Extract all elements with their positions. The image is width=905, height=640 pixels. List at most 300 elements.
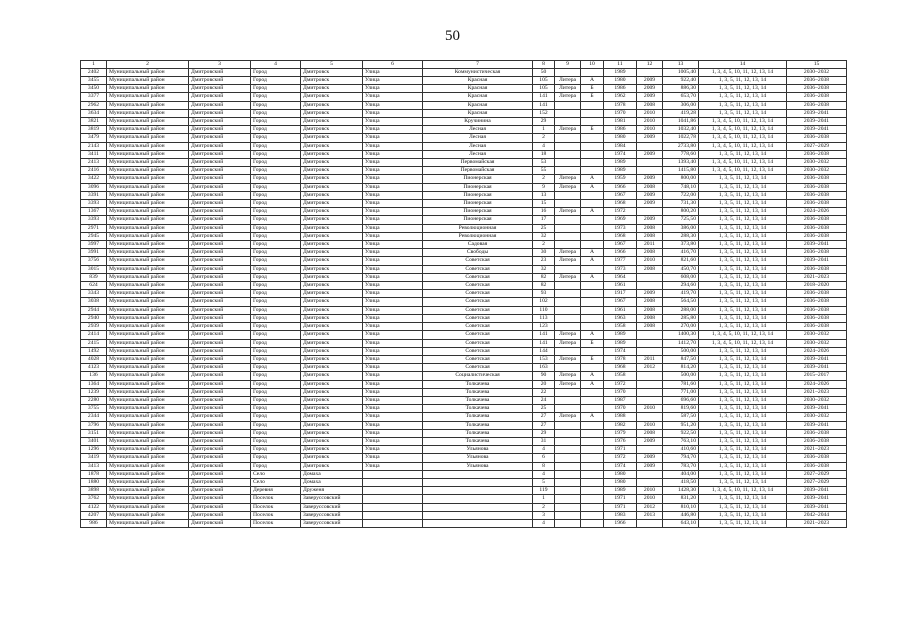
table-cell: 2030–2032 xyxy=(787,331,847,339)
table-cell: Муниципальный район xyxy=(107,339,189,347)
table-cell: 1, 3, 5, 11, 12, 13, 14 xyxy=(699,306,787,314)
table-cell: 15 xyxy=(533,200,555,208)
table-cell: Улица xyxy=(363,142,423,150)
table-cell: 1, 3, 5, 11, 12, 13, 14 xyxy=(699,191,787,199)
table-cell: 1971 xyxy=(604,446,637,454)
table-cell: 1973 xyxy=(604,265,637,273)
column-header-6: 6 xyxy=(363,61,423,69)
table-cell: 2036–2038 xyxy=(787,93,847,101)
table-cell: Литера xyxy=(555,126,581,134)
table-cell: Толкачева xyxy=(423,413,533,421)
table-cell: 2939 xyxy=(81,323,107,331)
table-cell: Улица xyxy=(363,355,423,363)
table-cell: Дмитровск xyxy=(301,68,363,76)
table-cell: А xyxy=(581,372,604,380)
table-cell: 2009 xyxy=(637,85,663,93)
table-cell: 1393,40 xyxy=(663,159,699,167)
table-cell: 1, 3, 5, 11, 12, 13, 14 xyxy=(699,372,787,380)
table-cell: Улица xyxy=(363,183,423,191)
table-cell: Город xyxy=(251,273,301,281)
table-cell: Дмитровский xyxy=(189,224,251,232)
table-cell: Город xyxy=(251,126,301,134)
table-cell xyxy=(581,216,604,224)
table-cell: 2008 xyxy=(637,306,663,314)
table-cell: 1971 xyxy=(604,503,637,511)
table-cell: 1968 xyxy=(604,200,637,208)
table-cell: Муниципальный район xyxy=(107,347,189,355)
table-cell xyxy=(581,487,604,495)
table-cell: Заверуссовский xyxy=(301,519,363,527)
table-cell: 1, 3, 5, 11, 12, 13, 14 xyxy=(699,257,787,265)
table-cell: Улица xyxy=(363,429,423,437)
table-cell: Улица xyxy=(363,323,423,331)
table-cell: Дмитровский xyxy=(189,323,251,331)
table-cell: Дмитровск xyxy=(301,446,363,454)
table-cell: Поселок xyxy=(251,519,301,527)
table-cell: Муниципальный район xyxy=(107,487,189,495)
table-cell: Муниципальный район xyxy=(107,249,189,257)
table-cell: 136 xyxy=(81,372,107,380)
table-cell: 2036–2038 xyxy=(787,290,847,298)
table-cell: 2280 xyxy=(81,396,107,404)
table-cell: Город xyxy=(251,306,301,314)
table-cell: Муниципальный район xyxy=(107,405,189,413)
table-cell xyxy=(555,68,581,76)
table-row xyxy=(81,85,847,93)
table-cell: Дмитровский xyxy=(189,167,251,175)
table-cell: 25 xyxy=(533,405,555,413)
table-cell: 2402 xyxy=(81,68,107,76)
table-cell xyxy=(581,306,604,314)
table-cell: 2008 xyxy=(637,224,663,232)
table-cell: Муниципальный район xyxy=(107,126,189,134)
table-cell: 2011 xyxy=(637,241,663,249)
table-cell xyxy=(423,470,533,478)
table-cell: Улица xyxy=(363,446,423,454)
table-cell: Улица xyxy=(363,101,423,109)
table-cell xyxy=(581,232,604,240)
table-cell: 1967 xyxy=(604,298,637,306)
table-cell: Дмитровский xyxy=(189,306,251,314)
table-cell: 2009 xyxy=(637,191,663,199)
table-cell: 1986 xyxy=(604,126,637,134)
table-row xyxy=(81,314,847,322)
table-cell: Дмитровский xyxy=(189,77,251,85)
table-cell: 2945 xyxy=(81,232,107,240)
table-cell: Дмитровск xyxy=(301,437,363,445)
table-row xyxy=(81,437,847,445)
table-cell: 3634 xyxy=(81,109,107,117)
table-cell: 2013 xyxy=(637,511,663,519)
table-row xyxy=(81,126,847,134)
table-cell: Город xyxy=(251,355,301,363)
table-cell xyxy=(581,478,604,486)
table-cell: 1959 xyxy=(604,175,637,183)
table-row xyxy=(81,257,847,265)
table-cell xyxy=(581,405,604,413)
table-cell: Дмитровск xyxy=(301,93,363,101)
table-cell: 781,60 xyxy=(663,380,699,388)
table-cell: 2030–2032 xyxy=(787,167,847,175)
column-header-12: 12 xyxy=(637,61,663,69)
table-cell: Дмитровск xyxy=(301,142,363,150)
table-cell: Дмитровский xyxy=(189,183,251,191)
table-cell: Муниципальный район xyxy=(107,68,189,76)
table-cell: Город xyxy=(251,208,301,216)
table-cell: 1967 xyxy=(604,191,637,199)
table-cell xyxy=(555,405,581,413)
table-cell: 2416 xyxy=(81,167,107,175)
table-cell: 2008 xyxy=(637,429,663,437)
table-cell: Ульянова xyxy=(423,462,533,470)
table-cell: 2010 xyxy=(637,257,663,265)
table-cell: 1, 3, 5, 11, 12, 13, 14 xyxy=(699,413,787,421)
table-cell: 2039–2041 xyxy=(787,503,847,511)
table-cell: 288,30 xyxy=(663,232,699,240)
table-cell: 2012 xyxy=(637,503,663,511)
table-cell: 1972 xyxy=(604,454,637,462)
table-cell: Б xyxy=(581,355,604,363)
table-cell: Дмитровский xyxy=(189,216,251,224)
table-cell: 1, 3, 5, 11, 12, 13, 14 xyxy=(699,323,787,331)
table-cell: 1, 3, 5, 11, 12, 13, 14 xyxy=(699,478,787,486)
table-cell: 3391 xyxy=(81,191,107,199)
table-cell: Дмитровск xyxy=(301,175,363,183)
table-cell: Улица xyxy=(363,109,423,117)
table-cell xyxy=(581,511,604,519)
table-cell: 1367 xyxy=(81,208,107,216)
table-cell: 794,70 xyxy=(663,454,699,462)
table-cell xyxy=(555,265,581,273)
table-cell: Литера xyxy=(555,249,581,257)
table-cell: Улица xyxy=(363,68,423,76)
table-cell: Улица xyxy=(363,191,423,199)
table-cell: 1, 3, 5, 11, 12, 13, 14 xyxy=(699,421,787,429)
table-cell: 3 xyxy=(533,511,555,519)
table-row xyxy=(81,183,847,191)
table-cell: Дмитровский xyxy=(189,273,251,281)
table-cell: 3015 xyxy=(81,265,107,273)
table-cell: 270,00 xyxy=(663,323,699,331)
table-cell: 564,50 xyxy=(663,298,699,306)
table-cell: 2344 xyxy=(81,413,107,421)
table-cell xyxy=(555,241,581,249)
table-cell xyxy=(581,437,604,445)
table-cell xyxy=(581,470,604,478)
table-cell: 2039–2041 xyxy=(787,487,847,495)
table-cell: Дмитровский xyxy=(189,355,251,363)
table-cell xyxy=(555,495,581,503)
table-cell: 1, 3, 5, 11, 12, 13, 14 xyxy=(699,380,787,388)
table-cell xyxy=(637,478,663,486)
table-cell: Дмитровский xyxy=(189,331,251,339)
table-cell: Б xyxy=(581,93,604,101)
table-cell: Красная xyxy=(423,93,533,101)
table-cell: Дмитровский xyxy=(189,298,251,306)
table-row xyxy=(81,109,847,117)
table-cell: 18 xyxy=(533,150,555,158)
column-header-7: 7 xyxy=(423,61,533,69)
table-cell: Пионерская xyxy=(423,175,533,183)
table-cell: Домаха xyxy=(301,470,363,478)
table-row xyxy=(81,347,847,355)
table-cell: Толкачева xyxy=(423,396,533,404)
table-row xyxy=(81,405,847,413)
table-body xyxy=(81,68,847,527)
table-cell: Советская xyxy=(423,364,533,372)
table-cell: 2036–2038 xyxy=(787,249,847,257)
table-cell: Дмитровск xyxy=(301,101,363,109)
table-cell: Дмитровск xyxy=(301,183,363,191)
column-header-2: 2 xyxy=(107,61,189,69)
table-cell: Дмитровск xyxy=(301,298,363,306)
table-cell: Улица xyxy=(363,364,423,372)
table-cell: 2009 xyxy=(637,454,663,462)
table-cell xyxy=(363,503,423,511)
table-cell: 2143 xyxy=(81,142,107,150)
table-cell: 2030–2032 xyxy=(787,339,847,347)
table-cell: 1, 3, 5, 11, 12, 13, 14 xyxy=(699,511,787,519)
table-cell: А xyxy=(581,183,604,191)
table-cell: 1022,78 xyxy=(663,134,699,142)
table-row xyxy=(81,331,847,339)
table-cell: Дмитровский xyxy=(189,191,251,199)
table-cell xyxy=(555,282,581,290)
table-cell xyxy=(637,372,663,380)
table-cell: 624 xyxy=(81,282,107,290)
table-cell: 1968 xyxy=(604,364,637,372)
column-header-1: 1 xyxy=(81,61,107,69)
table-cell: Дмитровск xyxy=(301,380,363,388)
table-cell: Дмитровский xyxy=(189,421,251,429)
housing-registry-table xyxy=(80,60,847,528)
table-cell: А xyxy=(581,331,604,339)
table-cell: 2 xyxy=(533,503,555,511)
table-cell: Улица xyxy=(363,167,423,175)
table-cell: Дмитровск xyxy=(301,355,363,363)
table-cell: Муниципальный район xyxy=(107,200,189,208)
table-cell: Дмитровский xyxy=(189,290,251,298)
table-cell: Муниципальный район xyxy=(107,134,189,142)
table-cell xyxy=(555,216,581,224)
table-cell: Дмитровский xyxy=(189,109,251,117)
table-cell: 2010 xyxy=(637,118,663,126)
table-cell: Пионерская xyxy=(423,183,533,191)
table-cell: 1428,30 xyxy=(663,487,699,495)
table-cell: Дмитровский xyxy=(189,126,251,134)
table-cell: 1989 xyxy=(604,487,637,495)
table-cell xyxy=(581,462,604,470)
table-cell: А xyxy=(581,257,604,265)
table-cell: Дмитровский xyxy=(189,347,251,355)
table-cell xyxy=(423,487,533,495)
table-cell xyxy=(581,191,604,199)
table-cell: Дмитровский xyxy=(189,175,251,183)
table-cell xyxy=(637,331,663,339)
table-cell: 3755 xyxy=(81,405,107,413)
table-cell: Дмитровск xyxy=(301,216,363,224)
table-cell: Дмитровск xyxy=(301,224,363,232)
table-cell: 2018–2020 xyxy=(787,282,847,290)
table-cell: 2039–2041 xyxy=(787,118,847,126)
table-cell: 1, 3, 5, 11, 12, 13, 14 xyxy=(699,495,787,503)
table-cell: Улица xyxy=(363,454,423,462)
table-cell: Дмитровский xyxy=(189,265,251,273)
table-cell: Город xyxy=(251,462,301,470)
table-cell: Дмитровский xyxy=(189,200,251,208)
table-cell xyxy=(581,364,604,372)
table-cell: 1966 xyxy=(604,183,637,191)
table-cell: Дмитровск xyxy=(301,454,363,462)
table-cell xyxy=(581,503,604,511)
table-cell: 141 xyxy=(533,101,555,109)
table-cell: 23 xyxy=(533,257,555,265)
table-cell: Улица xyxy=(363,208,423,216)
table-cell: 1, 3, 4, 5, 10, 11, 12, 13, 14 xyxy=(699,167,787,175)
table-cell: Красная xyxy=(423,77,533,85)
table-cell: 1, 3, 5, 11, 12, 13, 14 xyxy=(699,109,787,117)
table-cell xyxy=(555,421,581,429)
table-cell: Город xyxy=(251,183,301,191)
table-cell: Дмитровск xyxy=(301,257,363,265)
table-cell: Первомайская xyxy=(423,167,533,175)
table-cell: 1415,80 xyxy=(663,167,699,175)
table-cell: 2024–2026 xyxy=(787,347,847,355)
table-cell: 1 xyxy=(533,495,555,503)
table-cell: 500,00 xyxy=(663,372,699,380)
table-cell: Дмитровск xyxy=(301,159,363,167)
table-cell: 819,60 xyxy=(663,405,699,413)
table-cell: 1, 3, 4, 5, 10, 11, 12, 13, 14 xyxy=(699,134,787,142)
table-cell xyxy=(581,109,604,117)
table-cell: 2036–2038 xyxy=(787,454,847,462)
table-cell xyxy=(555,232,581,240)
table-cell: 1, 3, 4, 5, 10, 11, 12, 13, 14 xyxy=(699,126,787,134)
table-cell: 1986 xyxy=(604,85,637,93)
table-cell: 3038 xyxy=(81,298,107,306)
table-cell xyxy=(581,298,604,306)
table-cell: 1296 xyxy=(81,446,107,454)
table-cell: Муниципальный район xyxy=(107,503,189,511)
table-cell: Советская xyxy=(423,347,533,355)
table-cell: Ульянова xyxy=(423,454,533,462)
table-cell: Советская xyxy=(423,306,533,314)
table-cell: Дмитровск xyxy=(301,109,363,117)
table-cell: 102 xyxy=(533,298,555,306)
table-cell: 2021–2023 xyxy=(787,446,847,454)
table-cell: Дмитровский xyxy=(189,150,251,158)
table-cell: 13 xyxy=(533,191,555,199)
table-cell xyxy=(555,487,581,495)
table-cell: Друженя xyxy=(301,487,363,495)
table-cell xyxy=(637,68,663,76)
table-cell xyxy=(555,109,581,117)
table-cell xyxy=(581,396,604,404)
table-cell: Город xyxy=(251,421,301,429)
table-cell: 1, 3, 5, 11, 12, 13, 14 xyxy=(699,446,787,454)
table-cell: 1966 xyxy=(604,519,637,527)
table-cell: Город xyxy=(251,413,301,421)
table-cell: Домаха xyxy=(301,478,363,486)
table-cell: 2021–2023 xyxy=(787,388,847,396)
table-cell: 30 xyxy=(533,249,555,257)
table-cell: Дмитровск xyxy=(301,462,363,470)
table-cell: 1966 xyxy=(604,249,637,257)
table-cell: 3419 xyxy=(81,454,107,462)
table-cell: 587,50 xyxy=(663,413,699,421)
table-cell: 2036–2038 xyxy=(787,101,847,109)
table-cell xyxy=(555,298,581,306)
table-cell: 951,20 xyxy=(663,421,699,429)
table-cell xyxy=(423,478,533,486)
table-cell: 3997 xyxy=(81,241,107,249)
table-cell: Советская xyxy=(423,339,533,347)
table-cell: 2039–2041 xyxy=(787,109,847,117)
table-cell: Улица xyxy=(363,388,423,396)
table-cell: Советская xyxy=(423,298,533,306)
table-cell: 1958 xyxy=(604,323,637,331)
table-cell: 1972 xyxy=(604,380,637,388)
table-cell: Город xyxy=(251,429,301,437)
table-cell xyxy=(555,519,581,527)
table-cell: 404,00 xyxy=(663,470,699,478)
table-cell: Улица xyxy=(363,396,423,404)
table-cell: Дмитровск xyxy=(301,323,363,331)
table-cell: Дмитровск xyxy=(301,249,363,257)
table-cell: Дмитровск xyxy=(301,282,363,290)
table-row xyxy=(81,175,847,183)
table-cell: 2036–2038 xyxy=(787,306,847,314)
table-cell: 1032,40 xyxy=(663,126,699,134)
table-cell: Муниципальный район xyxy=(107,364,189,372)
table-cell: Улица xyxy=(363,372,423,380)
table-cell: 1976 xyxy=(604,437,637,445)
table-cell: Город xyxy=(251,118,301,126)
table-cell xyxy=(581,265,604,273)
table-cell: Муниципальный район xyxy=(107,380,189,388)
table-cell: Литера xyxy=(555,355,581,363)
table-cell: Красная xyxy=(423,109,533,117)
table-cell xyxy=(581,429,604,437)
table-cell xyxy=(555,306,581,314)
table-cell: Муниципальный район xyxy=(107,93,189,101)
table-cell xyxy=(555,503,581,511)
table-cell: Советская xyxy=(423,257,533,265)
table-cell xyxy=(423,519,533,527)
table-cell: Советская xyxy=(423,282,533,290)
table-cell: Поселок xyxy=(251,511,301,519)
table-cell: Дмитровский xyxy=(189,93,251,101)
table-cell: Улица xyxy=(363,265,423,273)
table-cell: Дмитровский xyxy=(189,388,251,396)
table-cell: 2021–2023 xyxy=(787,273,847,281)
table-cell: 2008 xyxy=(637,249,663,257)
table-cell: Муниципальный район xyxy=(107,290,189,298)
table-cell: Свободы xyxy=(423,249,533,257)
table-cell: 24 xyxy=(533,396,555,404)
table-cell: 16 xyxy=(533,208,555,216)
table-cell: Поселок xyxy=(251,503,301,511)
table-cell: 1972 xyxy=(604,208,637,216)
table-cell: Советская xyxy=(423,290,533,298)
table-cell: 1917 xyxy=(604,290,637,298)
table-row xyxy=(81,364,847,372)
table-cell: 3756 xyxy=(81,257,107,265)
table-cell: Дмитровск xyxy=(301,339,363,347)
table-cell: Улица xyxy=(363,413,423,421)
table-row xyxy=(81,380,847,388)
table-cell xyxy=(555,511,581,519)
